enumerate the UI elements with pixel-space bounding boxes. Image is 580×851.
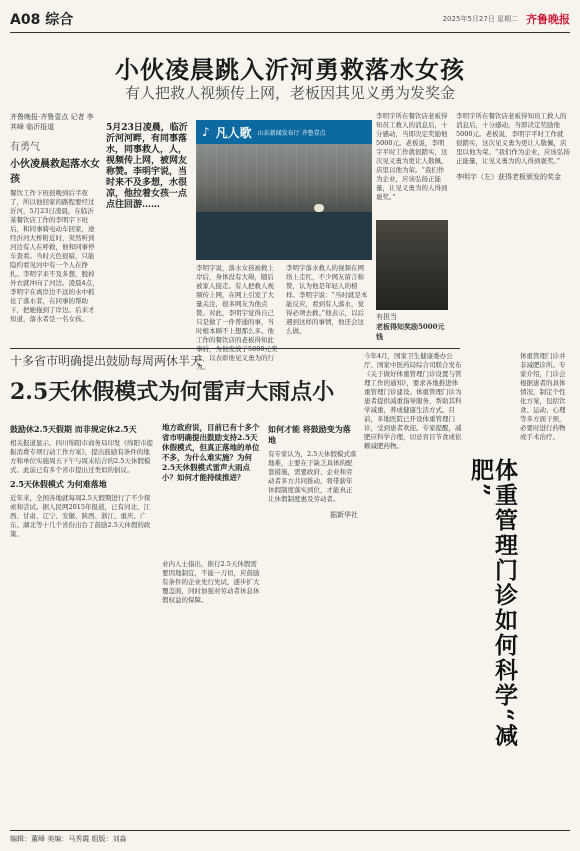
second-sidebox: 地方政府说，目前已有十多个省市明确提出鼓励支持2.5天休假模式，但真正落地的单位不多，为什么难实施？为何2.5天休假模式雷声大雨点小？如何才能持续推进？ [162,423,260,482]
third-vertical-title: 体重管理门诊如何科学“减肥” [467,458,518,749]
second-subtitle-1: 鼓励休2.5天假期 而非规定休2.5天 [10,424,137,434]
story-column-4a [376,112,448,220]
photo2-caption-block [376,312,448,348]
third-side-body: 体重管理门诊并非减肥诊所。专家介绍，门诊会根据患者的具体情况，制定个性化方案，包括饮食、运动、心理等多方面干预，必要时进行药物或手术治疗。 [520,352,566,441]
video-banner [196,120,372,144]
story-column-1 [10,112,100,344]
kicker2: 有担当 [376,313,397,321]
third-body: 今年4月，国家卫生健康委办公厅、国家中医药局综合司联合发布《关于做好体重管理门诊设置与管理工作的通知》，要求各地推进体重管理门诊建设。体重管理门诊为患者提供减重指导服务，帮助其科学减重，养成健康生活方式。目前，多地医院已开设体重管理门诊，受到患者欢迎。专家提醒，减肥应科学合理，切忌盲目节食或依赖减肥药物。 [364,352,462,450]
section-divider [10,348,460,349]
footer-editors: 编辑：董峰 美编：马秀霞 组版：刘淼 [10,835,127,843]
banner-subtitle: 山东新闻发布厅 齐鲁壹点 [257,129,326,137]
second-body-1: 相关报道显示，四川绵阳市商务局印发《绵阳市提振消费专项行动工作方案》，提出鼓励有条件的地方和单位实施周五下午与周末结合的2.5天休假模式。此前已有多个省市提出过类似的倡议。 [10,439,153,474]
river-water [196,212,372,260]
second-subtitle-3: 如何才能 将鼓励变为落地 [268,424,351,445]
deck2: 老板得知奖励5000元钱 [376,322,445,341]
second-story-header [10,352,360,406]
banner-title: 凡人歌 [215,125,252,140]
second-body-2: 近年来，全国各地就每周2.5天假期进行了不少探索和尝试。据人民网2015年报道，已有河北、江西、甘肃、辽宁、安徽、陕西、浙江、重庆、广东、湖北等十几个省份出台了鼓励2.5天休假的政策。 [10,494,151,538]
second-body-3: 有专家认为，2.5天休假模式落地难，主要在于缺乏具体的配套措施，需要政府、企业和劳动者多方共同推动，将带薪年休假制度落实到位，才能真正让休假制度惠及劳动者。 [268,450,357,503]
second-source: 据新华社 [330,511,358,519]
section-label: A08 综合 [10,12,74,28]
header-right [443,11,570,27]
main-headline: 小伙凌晨跳入沂河勇救落水女孩 [115,55,465,84]
fence-grid [196,144,372,204]
issue-date: 2025年5月27日 星期二 [442,15,518,23]
story-body-5: 李明宇所在餐饮店老板得知员工救人的消息后，十分感动，当即决定奖励他5000元。老板说，李明宇平时工作就很踏实，这次见义勇为更让人敬佩，店里以他为荣。“我们作为企业，应该弘扬正能量，让见义勇为的人得到褒奖。” [456,112,570,165]
header-rule [10,32,570,33]
rescue-video-still [196,120,372,260]
newspaper-logo: 齐鲁晚报 [526,13,570,26]
page-header [10,8,570,30]
second-col-2 [162,560,262,830]
second-overline: 十多省市明确提出鼓励每周两休半天 [10,354,203,368]
story-column-3: 李明宇落水救人的视频在网络上走红，不少网友留言称赞，认为他是年轻人的榜样。李明宇说：“当时就是本能反应，看到有人落水，觉得必须去救。”他表示，以后遇到这样的事情，他还会这么做。 [286,264,368,335]
footer-rule [10,830,570,831]
swimmer-figure [314,204,324,212]
second-subtitle-2: 2.5天休假模式 为何难落地 [10,479,107,489]
owner-photo [376,220,448,310]
story-body-4a: 李明宇所在餐饮店老板得知员工救人的消息后，十分感动，当即决定奖励他5000元。老板说，李明宇平时工作就很踏实，这次见义勇为更让人敬佩，店里以他为荣。“我们作为企业，应该弘扬正能量，让见义勇为的人得到褒奖。” [376,112,448,201]
photo-blurb: 5月23日凌晨，临沂沂河河畔，有同事落水，同事救人，人，视频传上网，被网友称赞。李明宇说，当时来不及多想，水很凉，他拉着女孩一点点往回游…… [106,123,188,210]
photo2-caption: 李明宇（左）获得老板颁发的奖金 [456,173,561,181]
main-subhead: 有人把救人视频传上网，老板因其见义勇为发奖金 [124,84,455,102]
second-title: 2.5天休假模式为何雷声大雨点小 [10,379,335,405]
second-col-1 [10,420,156,830]
second-col-3 [268,420,358,830]
deck: 小伙凌晨救起落水女孩 [10,159,100,185]
story-body: 餐饮工作下班很晚到后半夜了，所以他回家的路程要经过沂河，5月23日凌晨，在临沂某餐饮店工作的李明宇下班后，和同事骑电动车回家，途经沂河大桥附近时，突然听到河边有人在呼救，他和同事停车查看。当时天色很暗，只能隐约看见河中有一个人在挣扎。李明宇来不及多想，脱掉外衣就冲向了河边。凌晨4点，李明宇在离岸边不远的水中抓住了落水者，在同事的帮助下，把她拖到了岸边。后来才知道，落水者是一名女孩。 [10,189,99,323]
story-column-5 [456,112,570,348]
byline: 齐鲁晚报·齐鲁壹点 记者 李其峰 临沂报道 [10,113,94,131]
story-column-2: 李明宇说，落水女孩被救上岸后，身体没有大碍，随后被家人接走。有人把救人视频传上网，在网上引发了大量关注，很多网友为他点赞。对此，李明宇觉得自己只是做了一件普通的事，当时根本顾不上想那么多。他工作的餐饮店的老板得知此事后，为他发放了5000元奖金，以表彰他见义勇为的行为。 [196,264,278,371]
kicker: 有勇气 [10,142,40,153]
second-body-4: 业内人士指出，推行2.5天休假需要因地制宜，不能一刀切，应鼓励有条件的企业先行先试，逐步扩大覆盖面，同时加强对劳动者休息休假权益的保障。 [162,560,260,604]
music-note-icon: ♪ [202,125,210,139]
